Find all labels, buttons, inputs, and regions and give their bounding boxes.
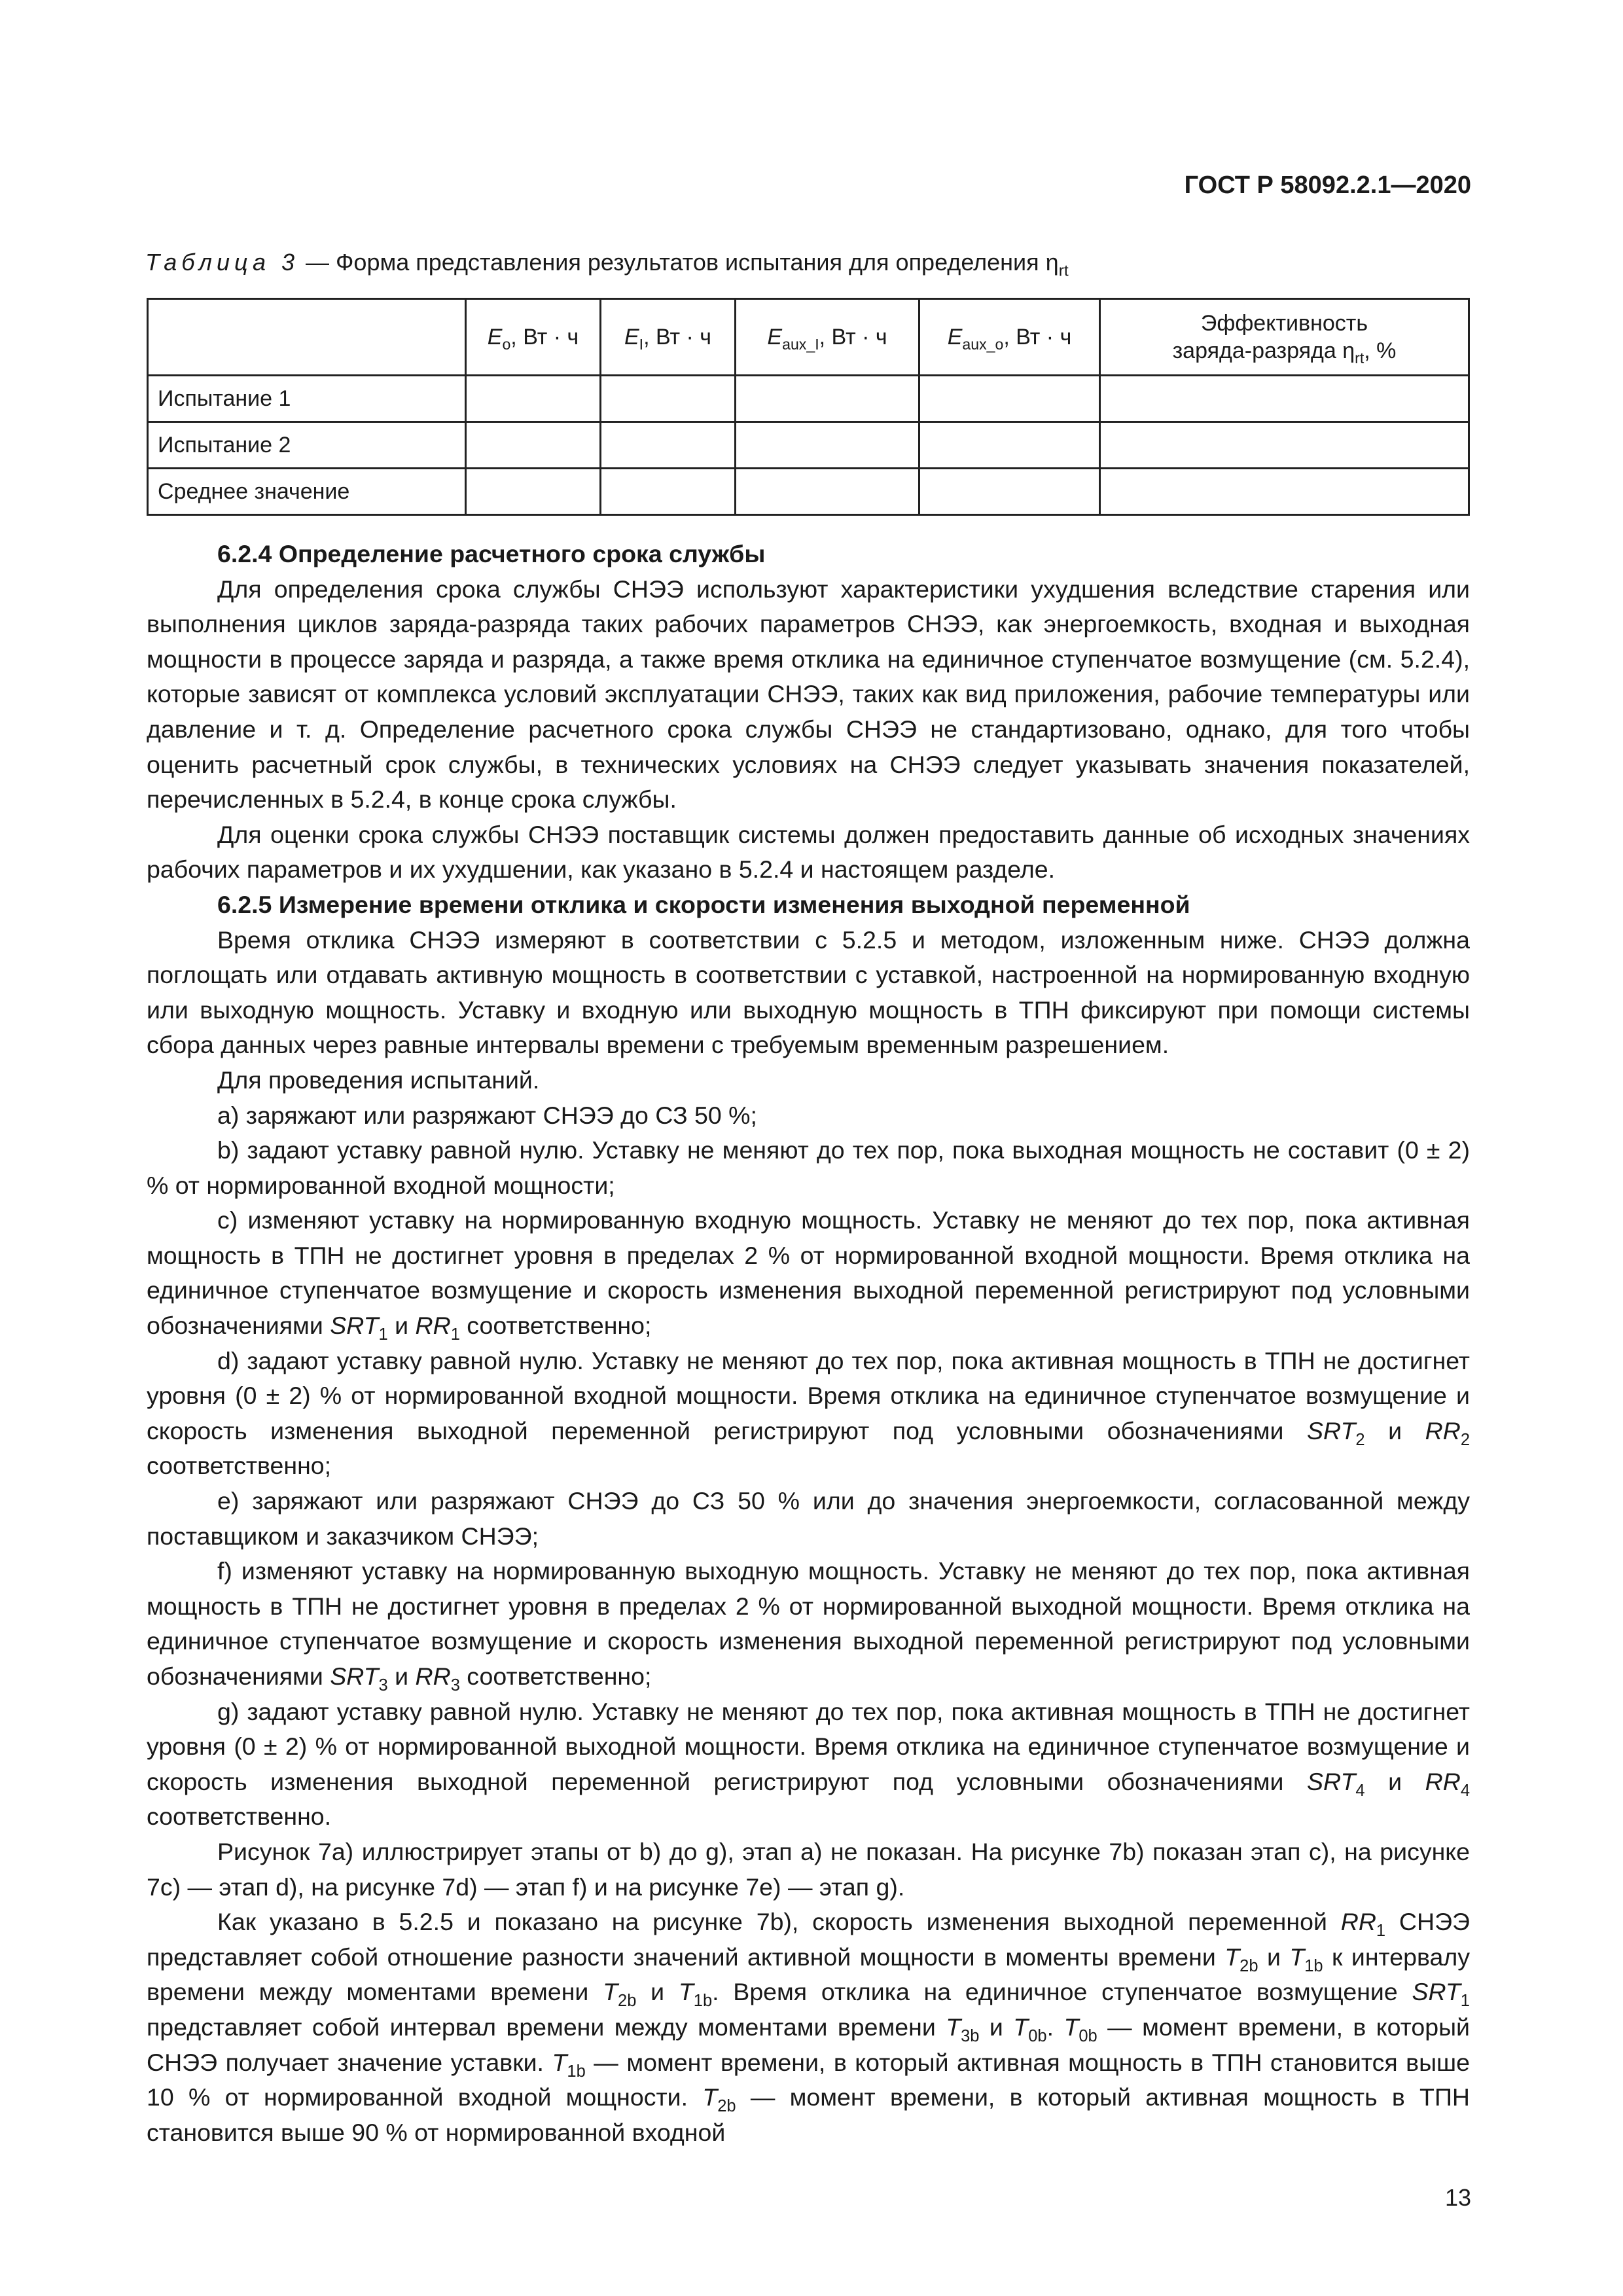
section-heading-6-2-4: 6.2.4 Определение расчетного срока службы	[217, 540, 766, 567]
paragraph: Рисунок 7a) иллюстрирует этапы от b) до g), этап a) не показан. На рисунке 7b) показан этап c), на рисунке 7c) — этап d), на рисунке 7d) — этап f) и на рисунке 7e) — этап g).	[147, 1837, 1470, 1901]
header-efficiency: Эффективность заряда-разряда $\eta_{rt}$, %	[1100, 299, 1469, 376]
row-label: Среднее значение	[148, 469, 466, 515]
page-number: 13	[1444, 2184, 1471, 2211]
paragraph: Время отклика СНЭЭ измеряют в соответствии с 5.2.5 и методом, изложенным ниже. СНЭЭ должна поглощать или отдавать активную мощность в соответствии с уставкой, настроенной на нормированную входную или выходную мощность. Уставку и входную или выходную мощность в ТПН фиксируют при помощи системы сбора данных через равные интервалы времени с требуемым временным разрешением.	[147, 925, 1470, 1059]
paragraph: Как указано в 5.2.5 и показано на рисунке 7b), скорость изменения выходной переменной $RR_1$ СНЭЭ представляет собой отношение разности значений активной мощности в моменты времени $T_{2b}$ и $T_{1b}$ к интервалу времени между моментами времени $T_{2b}$ и $T_{1b}$. Время отклика на единичное ступенчатое возмущение $SRT_1$ представляет собой интервал времени между моментами времени $T_{3b}$ и $T_{0b}$. $T_{0b}$ — момент времени, в который СНЭЭ получает значение уставки. $T_{1b}$ — момент времени, в который активная мощность в ТПН становится выше 10 % от нормированной входной мощности. $T_{2b}$ — момент времени, в который активная мощность в ТПН становится выше 90 % от нормированной входной	[147, 1908, 1470, 2146]
list-item-a: a) заряжают или разряжают СНЭЭ до СЗ 50 %;	[217, 1101, 757, 1129]
header-e-o: $E_o$, Вт · ч	[466, 299, 601, 376]
header-empty-cell	[148, 299, 466, 376]
table-caption-text: — Форма представления результатов испытания для определения η	[299, 249, 1059, 276]
header-e-aux-o: $E_{aux\_o}$, Вт · ч	[919, 299, 1100, 376]
paragraph: Для определения срока службы СНЭЭ используют характеристики ухудшения вследствие старения или выполнения циклов заряда-разряда таких рабочих параметров СНЭЭ, как энергоемкость, входная и выходная мощности в процессе заряда и разряда, а также время отклика на единичное ступенчатое возмущение (см. 5.2.4), которые зависят от комплекса условий эксплуатации СНЭЭ, таких как вид приложения, рабочие температуры или давление и т. д. Определение расчетного срока службы СНЭЭ не стандартизовано, однако, для того чтобы оценить расчетный срок службы, в технических условиях на СНЭЭ следует указывать значения показателей, перечисленных в 5.2.4, в конце срока службы.	[147, 575, 1470, 814]
table-cell	[1100, 376, 1469, 422]
table-cell	[1100, 422, 1469, 469]
table-cell	[601, 376, 736, 422]
table-cell	[601, 422, 736, 469]
list-item-d: d) задают уставку равной нулю. Уставку не меняют до тех пор, пока активная мощность в ТПН не достигнет уровня (0 ± 2) % от нормированной входной мощности. Время отклика на единичное ступенчатое возмущение и скорость изменения выходной переменной регистрируют под условными обозначениями $SRT_2$ и $RR_2$ соответственно;	[147, 1346, 1470, 1480]
table-caption	[145, 249, 1069, 280]
table-cell	[919, 469, 1100, 515]
table-cell	[919, 376, 1100, 422]
list-item-c: c) изменяют уставку на нормированную входную мощность. Уставку не меняют до тех пор, пока активная мощность в ТПН не достигнет уровня в пределах 2 % от нормированной входной мощности. Время отклика на единичное ступенчатое возмущение и скорость изменения выходной переменной регистрируют под условными обозначениями $SRT_1$ и $RR_1$ соответственно;	[147, 1206, 1470, 1344]
table-cell	[466, 469, 601, 515]
section-heading-6-2-5: 6.2.5 Измерение времени отклика и скорости изменения выходной переменной	[217, 890, 1190, 918]
row-label: Испытание 1	[148, 376, 466, 422]
document-standard-header: ГОСТ Р 58092.2.1—2020	[1184, 171, 1471, 199]
table-row	[148, 422, 1469, 469]
paragraph: Для оценки срока службы СНЭЭ поставщик системы должен предоставить данные об исходных значениях рабочих параметров и их ухудшении, как указано в 5.2.4 и настоящем разделе.	[147, 820, 1470, 884]
results-table	[147, 298, 1470, 516]
table-cell	[919, 422, 1100, 469]
table-caption-label: Таблица 3	[145, 249, 300, 276]
table-row	[148, 376, 1469, 422]
document-body	[147, 537, 1470, 2150]
table-cell	[601, 469, 736, 515]
table-cell	[466, 422, 601, 469]
list-item-b: b) задают уставку равной нулю. Уставку не меняют до тех пор, пока выходная мощность не составит (0 ± 2) % от нормированной входной мощности;	[147, 1136, 1470, 1199]
header-e-i: $E_I$, Вт · ч	[601, 299, 736, 376]
table-cell	[736, 376, 919, 422]
table-cell	[466, 376, 601, 422]
row-label: Испытание 2	[148, 422, 466, 469]
list-item-e: e) заряжают или разряжают СНЭЭ до СЗ 50 % или до значения энергоемкости, согласованной между поставщиком и заказчиком СНЭЭ;	[147, 1487, 1470, 1550]
table-caption-sub: rt	[1058, 262, 1069, 280]
list-item-f: f) изменяют уставку на нормированную выходную мощность. Уставку не меняют до тех пор, пока активная мощность в ТПН не достигнет уровня в пределах 2 % от нормированной выходной мощности. Время отклика на единичное ступенчатое возмущение и скорость изменения выходной переменной регистрируют под условными обозначениями $SRT_3$ и $RR_3$ соответственно;	[147, 1557, 1470, 1695]
table-row	[148, 469, 1469, 515]
list-item-g: g) задают уставку равной нулю. Уставку не меняют до тех пор, пока активная мощность в ТПН не достигнет уровня (0 ± 2) % от нормированной выходной мощности. Время отклика на единичное ступенчатое возмущение и скорость изменения выходной переменной регистрируют под условными обозначениями $SRT_4$ и $RR_4$ соответственно.	[147, 1697, 1470, 1831]
table-header-row	[148, 299, 1469, 376]
paragraph: Для проведения испытаний.	[217, 1066, 540, 1094]
table-cell	[736, 469, 919, 515]
table-cell	[736, 422, 919, 469]
table-cell	[1100, 469, 1469, 515]
header-e-aux-i: $E_{aux\_I}$, Вт · ч	[736, 299, 919, 376]
